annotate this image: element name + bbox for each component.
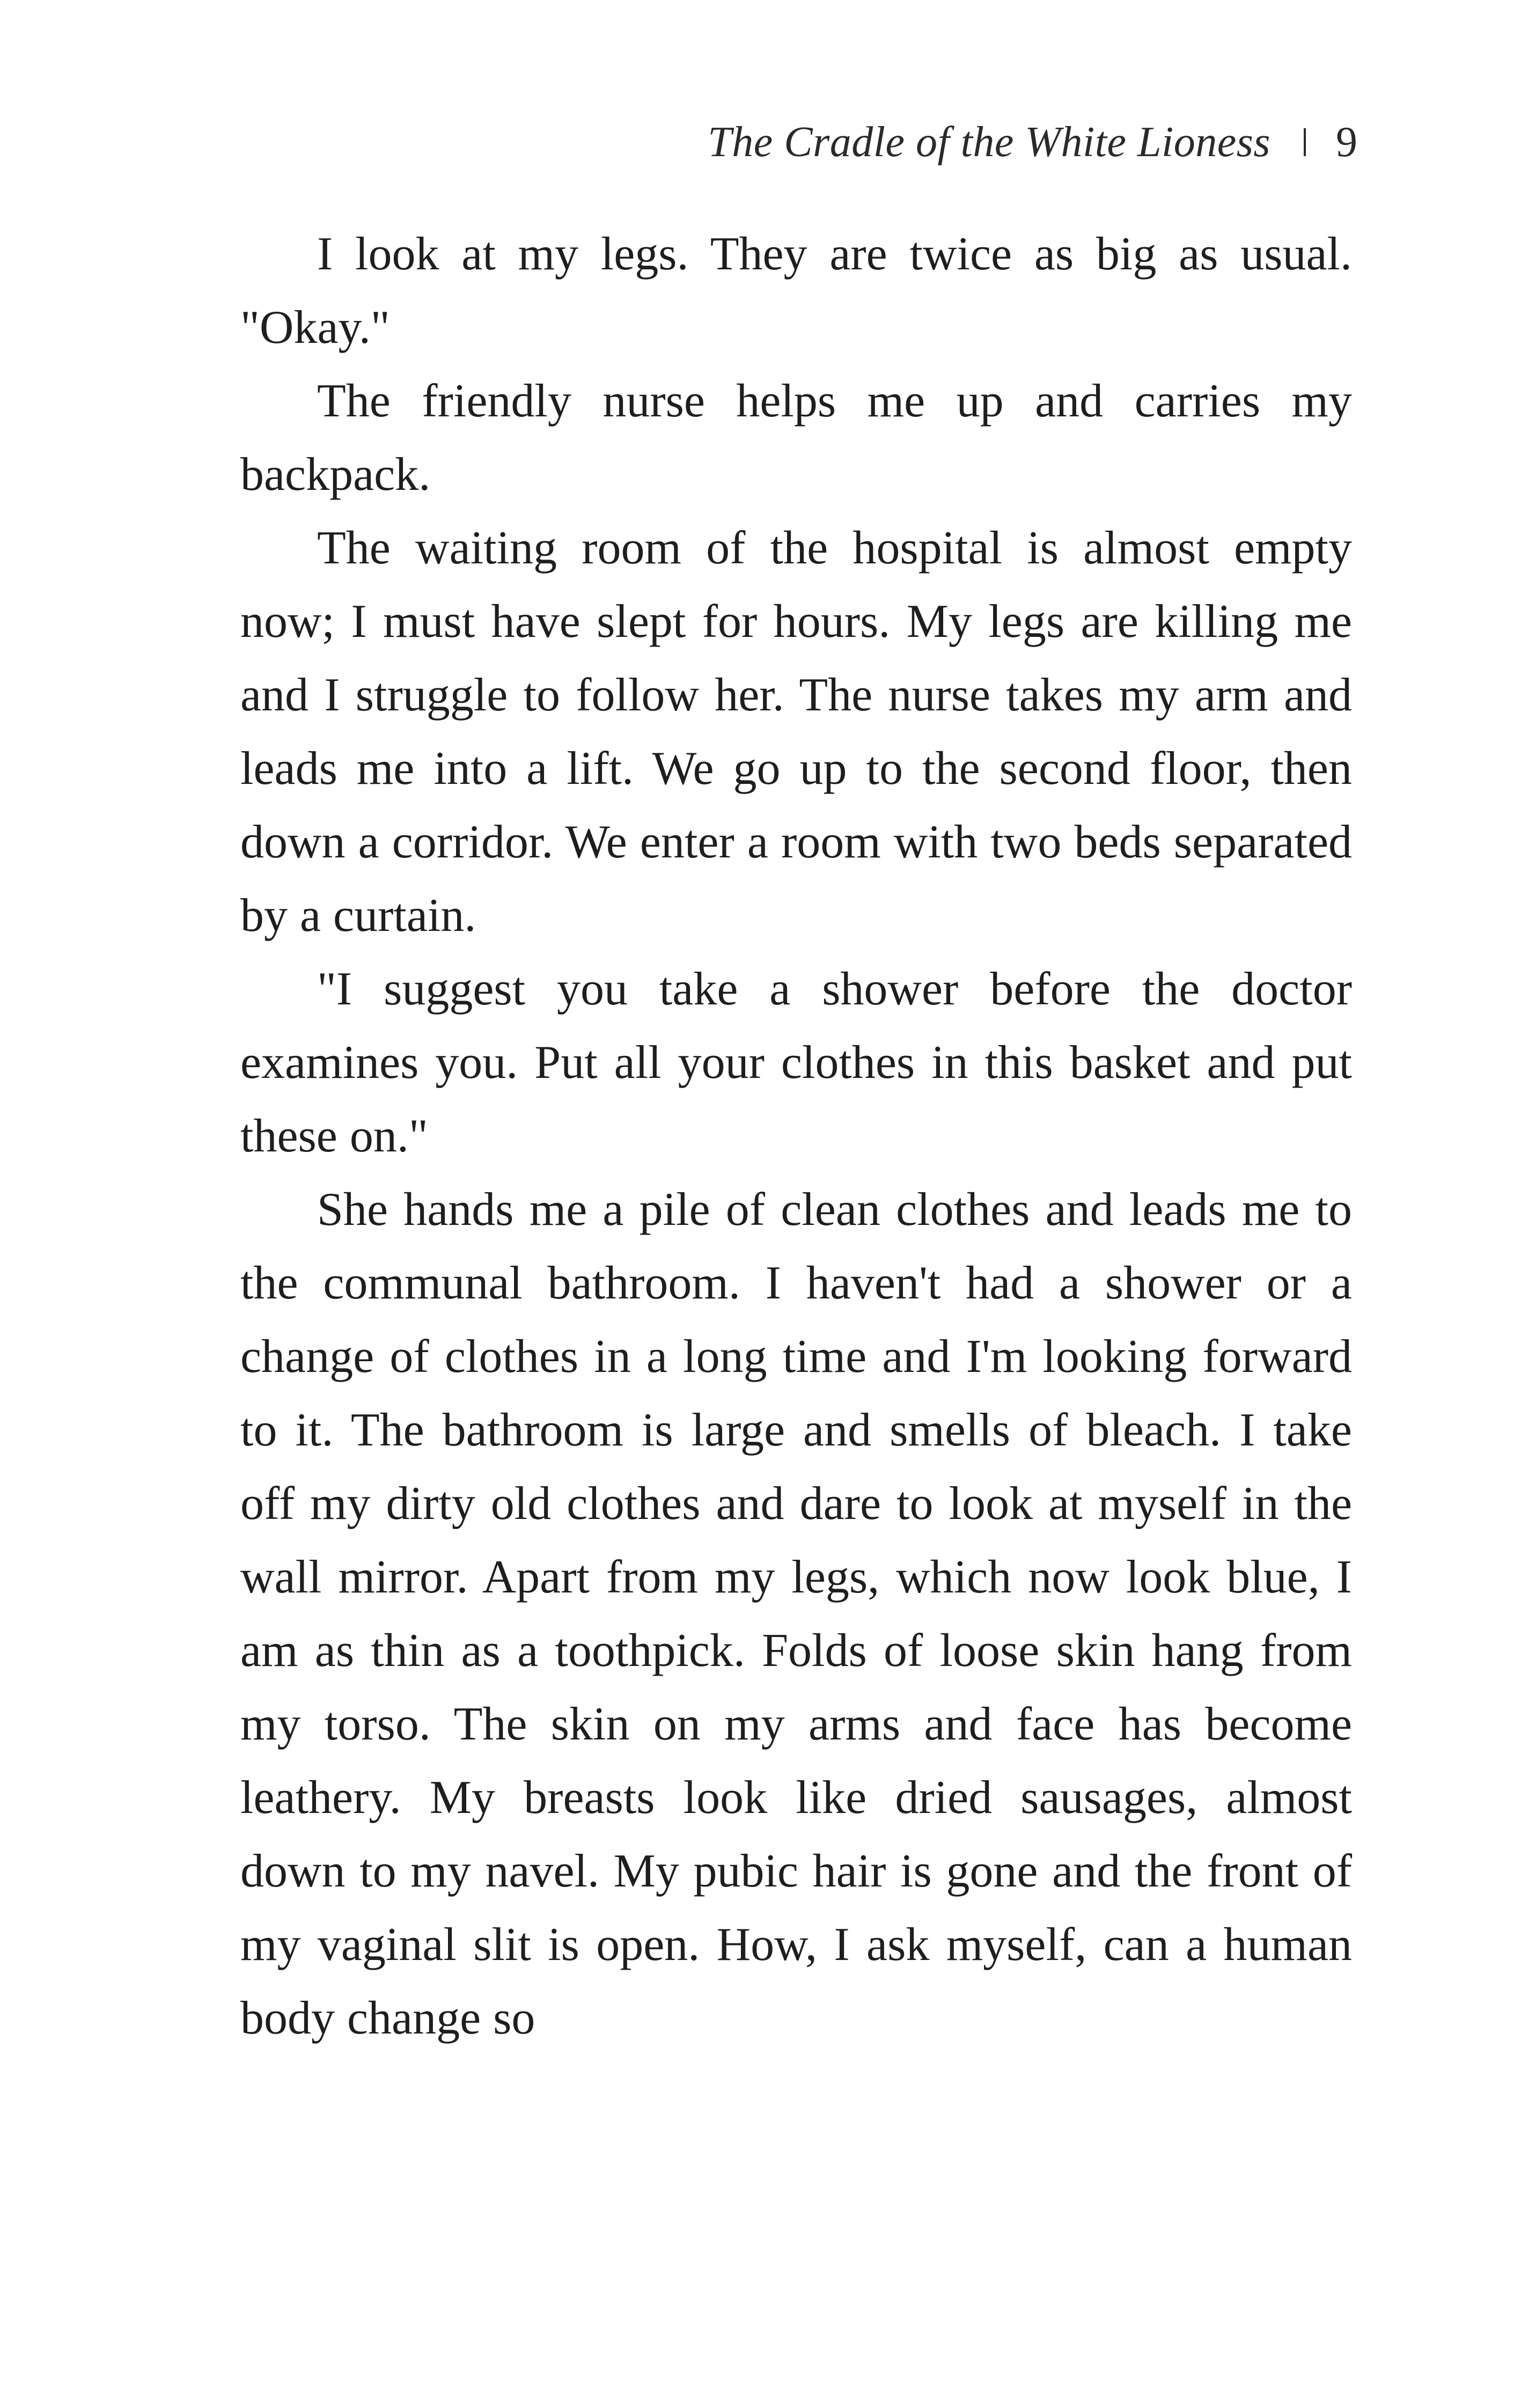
paragraph: She hands me a pile of clean clothes and leads me to the communal bathroom. I haven't had a shower or a change of clothes in a long time and I'm looking forward to it. The bathroom is large and smells of bleach. I take off my dirty old clothes and dare to look at myself in the wall mirror. Apart from my legs, which now look blue, I am as thin as a toothpick. Folds of loose skin hang from my torso. The skin on my arms and face has become leathery. My breasts look like dried sausages, almost down to my navel. My pubic hair is gone and the front of my vaginal slit is open. How, I ask myself, can a human body change so	[240, 1184, 1352, 2044]
page-number: 9	[1336, 118, 1357, 166]
paragraph: "I suggest you take a shower before the doctor examines you. Put all your clothes in this basket and put these on."	[240, 963, 1352, 1162]
running-head	[708, 113, 1357, 172]
book-title: The Cradle of the White Lioness	[708, 118, 1270, 166]
paragraph: The waiting room of the hospital is almost empty now; I must have slept for hours. My legs are killing me and I struggle to follow her. The nurse takes my arm and leads me into a lift. We go up to the second floor, then down a corridor. We enter a room with two beds separated by a curtain.	[240, 522, 1352, 942]
paragraph: I look at my legs. They are twice as big as usual. "Okay."	[240, 228, 1352, 354]
body-text	[240, 217, 1352, 2055]
header-separator	[1304, 128, 1306, 156]
paragraph: The friendly nurse helps me up and carries my backpack.	[240, 375, 1352, 501]
